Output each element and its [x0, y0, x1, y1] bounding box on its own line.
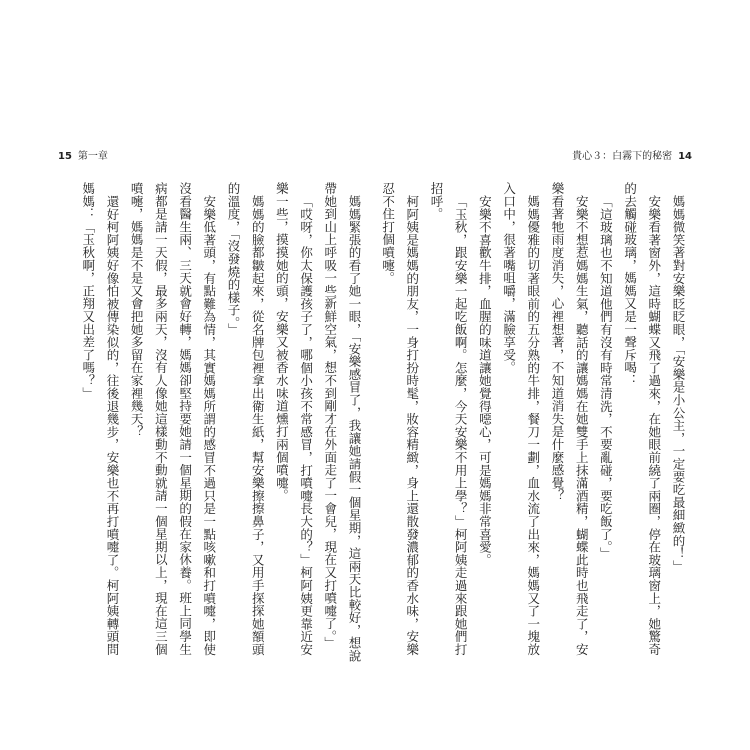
right-running-head: 貴心３：白霧下的秘密 — [572, 151, 673, 162]
left-page-header — [58, 151, 108, 163]
paragraph: 安樂不想惹媽媽生氣，聽話的讓媽媽在她雙手上抹滿酒精，蝴蝶此時也飛走了，安樂看著牠雨度消失，心裡想著，不知道消失是什麼感覺？ — [549, 182, 590, 656]
right-page-number: 14 — [678, 151, 692, 162]
paragraph: 安樂低著頭，有點難為情，其實媽媽所謂的感冒不過只是一點咳嗽和打噴嚏，即使沒看醫生兩、三天就會好轉，媽媽卻堅持要她請一個星期的假在家休養。班上同學生病都是請一天假，最多兩天，沒有人像她這樣動不動就請一個星期以上，現在這三個噴嚏，媽媽是不是又會把她多留在家裡幾天？ — [129, 182, 217, 656]
paragraph: 媽媽微笑著對安樂眨眨眼，「安樂是小公主，一定要吃最細緻的！」 — [671, 194, 686, 573]
paragraph: 還好柯阿姨好像怕被傳染似的，往後退幾步，安樂也不再打噴嚏了。柯阿姨轉頭問媽媽：「玉秋啊，正翔又出差了嗎？」 — [80, 182, 120, 656]
paragraph: 柯阿姨是媽媽的朋友，一身打扮時髦，妝容精緻，身上還散發濃郁的香水味，安樂忍不住打個噴嚏。 — [380, 182, 420, 656]
right-page-body — [380, 182, 690, 662]
paragraph: 「哎呀，你太保護孩子了，哪個小孩不常感冒，打噴嚏長大的？」柯阿姨更靠近安樂一些，摸摸她的頭，安樂又被香水味道燻打兩個噴嚏。 — [274, 182, 314, 656]
paragraph: 「這玻璃也不知道他們有沒有時常清洗，不要亂碰，要吃飯了。」 — [598, 194, 614, 560]
right-page-header — [572, 151, 692, 163]
left-page-body — [80, 182, 366, 662]
left-running-head: 第一章 — [77, 151, 108, 162]
paragraph: 媽媽優雅的切著眼前的五分熟的牛排，餐刀一劃，血水流了出來，媽媽又了一塊放入口中，很著嘴咀嚼，滿臉享受。 — [501, 182, 541, 656]
paragraph: 安樂不喜歡牛排，血腥的味道讓她覺得噁心，可是媽媽非常喜愛。 — [477, 194, 493, 566]
left-page-number: 15 — [58, 151, 72, 162]
paragraph: 「玉秋，跟安樂一起吃飯啊。怎麼，今天安樂不用上學？」柯阿姨走過來跟她們打招呼。 — [428, 182, 469, 656]
paragraph: 媽媽緊張的看了她一眼，「安樂感冒了，我讓她請假一個星期，這兩天比較好，想說帶她到山上呼吸一些新鮮空氣，想不到剛才在外面走了一會兒，現在又打噴嚏了。」 — [322, 182, 362, 662]
paragraph: 媽媽的臉都皺起來，從名牌包裡拿出衛生紙，幫安樂擦擦鼻子，又用手探探她額頭的溫度，「沒發燒的樣子。」 — [225, 182, 266, 656]
paragraph: 安樂看著窗外，這時蝴蝶又飛了過來，在她眼前繞了兩圈，停在玻璃窗上，她驚奇的去觸碰玻璃，媽媽又是一聲斥喝： — [622, 182, 662, 656]
